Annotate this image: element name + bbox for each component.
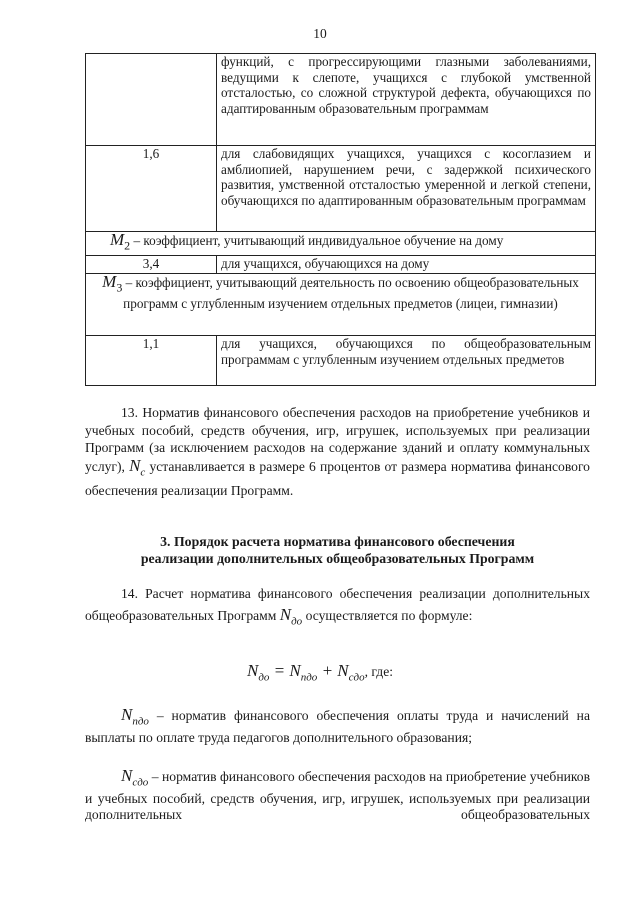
- table-cell-description: функций, с прогрессирующими глазными заболеваниями, ведущими к слепоте, учащихся с глубокой умственной отсталостью, со сложной структурой дефекта, обучающихся по адаптированным образовательным программам: [217, 54, 596, 146]
- nc-symbol: $N_c$: [129, 455, 146, 479]
- paragraph-14: 14. Расчет норматива финансового обеспечения реализации дополнительных общеобразовательных Программ $N_{до}$ осуществляется по формуле:: [85, 586, 590, 628]
- table-cell-value: [86, 54, 217, 146]
- formula: $N_{до} = N_{пдо} + N_{сдо}$, где:: [247, 661, 393, 684]
- paragraph-13: 13. Норматив финансового обеспечения расходов на приобретение учебников и учебных пособий, средств обучения, игр, игрушек, используемых при реализации Программ (за исключением расходов на содержание зданий и оплату коммунальных услуг), $N_c$ устанавливается в размере 6 процентов от размера норматива финансового обеспечения реализации Программ.: [85, 405, 590, 498]
- table-cell-value: 1,1: [86, 336, 217, 386]
- m2-symbol: $M_2$: [110, 230, 131, 253]
- m3-symbol: $M_3$: [102, 272, 123, 295]
- table-row: [86, 146, 596, 232]
- coefficient-table: [85, 53, 596, 386]
- table-cell-value: 1,6: [86, 146, 217, 232]
- m3-description: – коэффициент, учитывающий деятельность по освоению общеобразовательных программ с углубленным изучением отдельных предметов (лицеи, гимназии): [123, 275, 579, 311]
- coefficient-m2-header: [86, 232, 596, 256]
- section-3-heading: 3. Порядок расчета норматива финансового обеспечения реализации дополнительных общеобразовательных Программ: [140, 534, 535, 566]
- npdo-symbol: $N_{пдо}$: [121, 705, 149, 728]
- table-cell-description: для слабовидящих учащихся, учащихся с косоглазием и амблиопией, нарушением речи, с задержкой психического развития, умственной отсталостью умеренной и легкой степени, обучающихся по адаптированным образовательным программам: [217, 146, 596, 232]
- m2-description: – коэффициент, учитывающий индивидуальное обучение на дому: [133, 233, 504, 248]
- definition-nsdo: $N_{сдо}$ – норматив финансового обеспечения расходов на приобретение учебников и учебных пособий, средств обучения, игр, игрушек, используемых при реализации дополнительных общеобразовательных: [85, 766, 591, 823]
- table-row: [86, 256, 596, 274]
- coefficient-m3-header: [86, 274, 596, 336]
- table-cell-description: для учащихся, обучающихся на дому: [217, 256, 596, 274]
- table-row: [86, 232, 596, 256]
- table-row: [86, 274, 596, 336]
- page-number: 10: [313, 26, 327, 41]
- formula-where: где:: [371, 664, 393, 679]
- table-cell-description: для учащихся, обучающихся по общеобразовательным программам с углубленным изучением отдельных предметов: [217, 336, 596, 386]
- table-cell-value: 3,4: [86, 256, 217, 274]
- table-row: [86, 336, 596, 386]
- table-row: [86, 54, 596, 146]
- ndo-symbol: $N_{до}$: [279, 605, 303, 628]
- nsdo-symbol: $N_{сдо}$: [121, 766, 149, 789]
- definition-npdo: $N_{пдо}$ – норматив финансового обеспечения оплаты труда и начислений на выплаты по оплате труда педагогов дополнительного образования;: [85, 705, 590, 745]
